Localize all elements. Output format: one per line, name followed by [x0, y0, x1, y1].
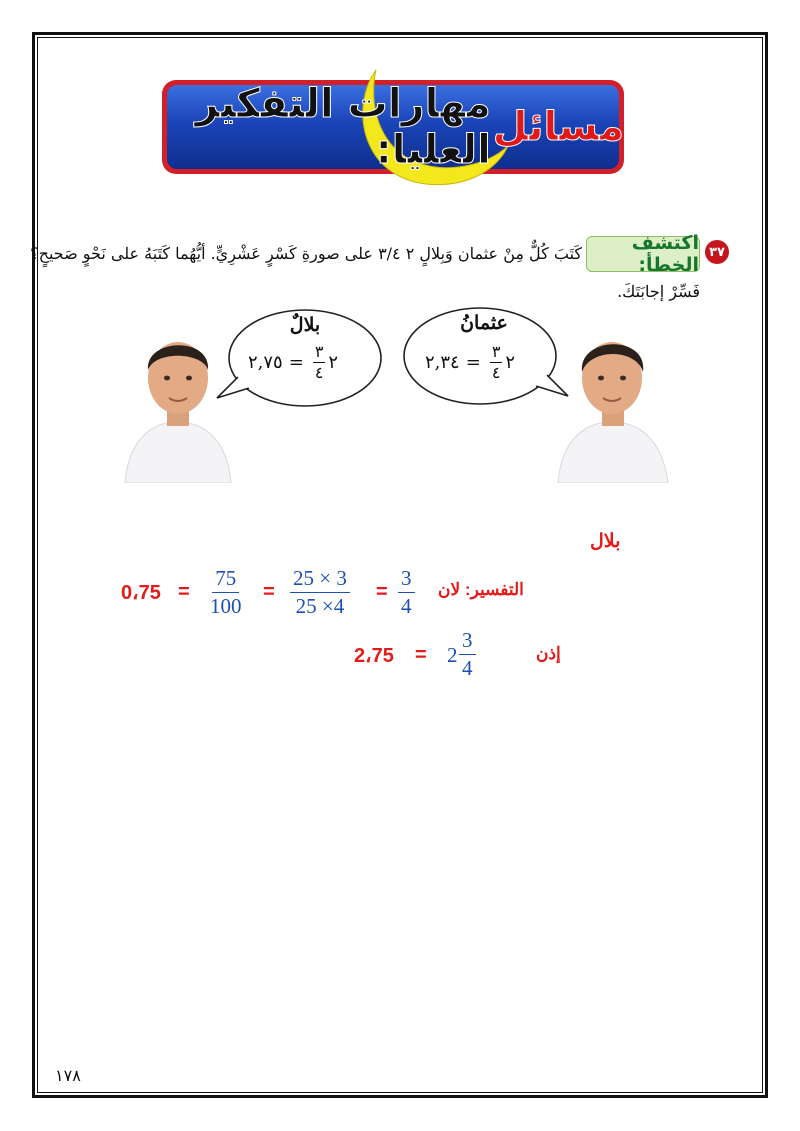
page-border-inner: [30, 37, 763, 1093]
fraction-hundredths: [210, 568, 242, 617]
othman-fraction-num: ٣: [491, 342, 501, 361]
othman-equals: =: [465, 352, 481, 373]
answer-name: بلال: [590, 531, 621, 552]
bilal-boy-image: [115, 318, 240, 483]
othman-whole: ٢: [505, 352, 516, 373]
othman-fraction: [490, 344, 503, 381]
explanation-label: التفسير: لان: [438, 580, 524, 599]
fraction-denominator: 25 ×4: [295, 594, 345, 618]
fraction-three-quarters: [398, 568, 415, 617]
equals-sign: =: [263, 581, 275, 603]
equals-sign: =: [415, 644, 427, 666]
fraction-numerator: 75: [212, 568, 239, 593]
conclusion-label: إذن: [536, 644, 561, 663]
bilal-name: بلالٌ: [289, 314, 321, 336]
find-error-label: اكتشف الخطأ:: [586, 236, 700, 272]
bilal-fraction: [313, 344, 326, 381]
bilal-result: ٢,٧٥: [248, 352, 283, 373]
fraction-numerator: 3: [398, 568, 415, 593]
equals-sign: =: [178, 581, 190, 603]
bilal-equation: [248, 344, 338, 381]
mixed-fraction: [459, 630, 476, 679]
banner-title-main: مهارات التفكير العليا:: [195, 81, 491, 173]
fraction-denominator: 4: [401, 594, 412, 618]
fraction-numerator: 3: [459, 630, 476, 655]
banner-title: [170, 81, 624, 173]
page-number: ١٧٨: [55, 1066, 81, 1085]
mixed-whole: 2: [447, 643, 458, 667]
decimal-result: 0،75: [121, 582, 161, 604]
fraction-expanded: [290, 568, 350, 617]
fraction-numerator: 25 × 3: [290, 568, 350, 593]
othman-equation: [425, 344, 515, 381]
question-text-line2: فَسِّرْ إجابَتَكَ.: [617, 282, 700, 301]
equals-sign: =: [376, 581, 388, 603]
fraction-denominator: 4: [462, 656, 473, 680]
final-result: 2،75: [354, 645, 394, 667]
bilal-equals: =: [288, 352, 304, 373]
othman-boy-image: [550, 318, 675, 483]
bilal-whole: ٢: [328, 352, 339, 373]
question-number-badge: ٣٧: [705, 240, 729, 264]
othman-name: عثمانُ: [460, 312, 508, 334]
othman-result: ٢,٣٤: [425, 352, 460, 373]
banner-title-red: مسائل: [492, 104, 624, 150]
bilal-fraction-den: ٤: [314, 363, 324, 382]
fraction-denominator: 100: [210, 594, 242, 618]
othman-fraction-den: ٤: [491, 363, 501, 382]
bilal-fraction-num: ٣: [314, 342, 324, 361]
question-text-line1: كَتَبَ كُلٌّ مِنْ عثمان وَبِلالٍ ٢ ٣/٤ على صورةِ كَسْرٍ عَشْرِيٍّ. أيُّهُما كَتَبَهُ على نَحْوٍ صَحيحٍ؟: [30, 243, 582, 263]
